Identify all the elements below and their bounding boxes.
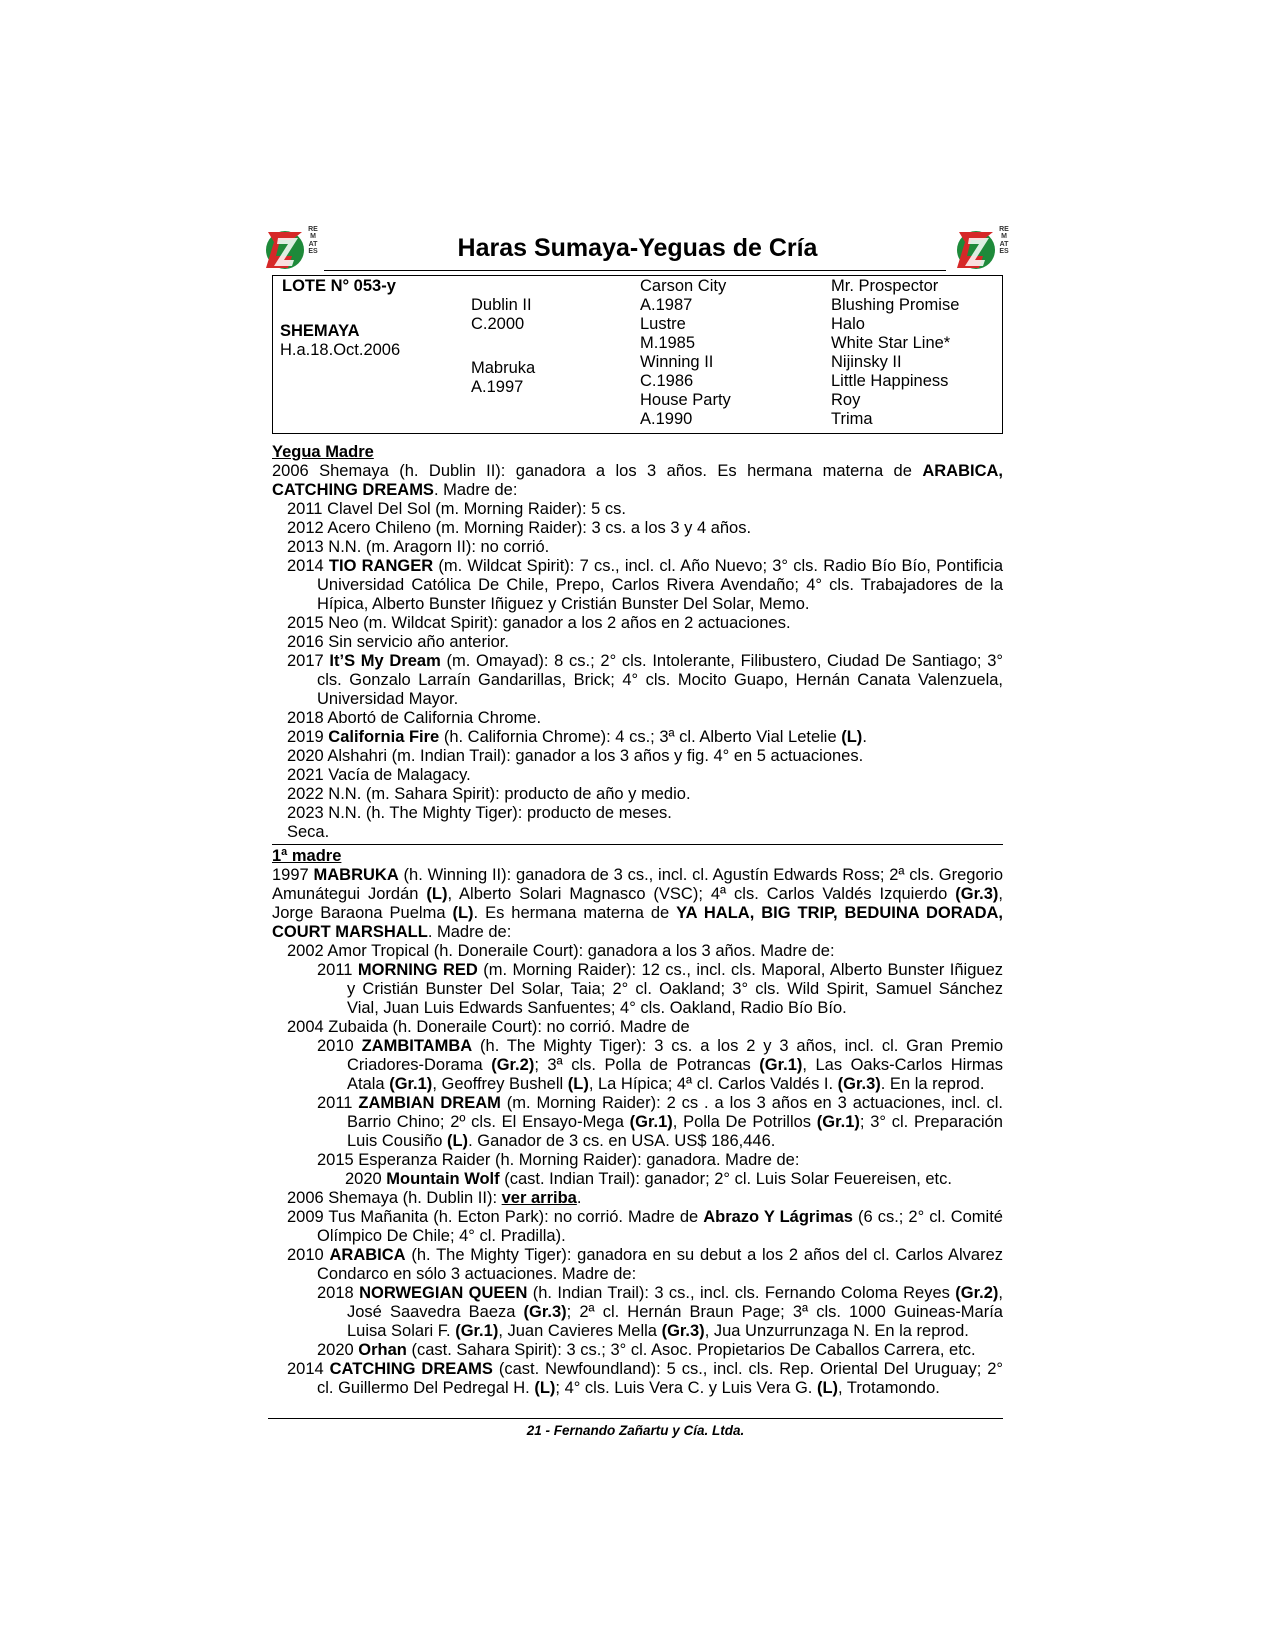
ped-gen2: A.1990	[640, 410, 693, 428]
ped-gen2: C.1986	[640, 372, 694, 390]
footer-divider	[268, 1418, 1003, 1419]
produce-entry: 2011 Clavel Del Sol (m. Morning Raider): 5 cs.	[287, 500, 626, 518]
produce-entry: 2017 It’S My Dream (m. Omayad): 8 cs.; 2° cls. Intolerante, Filibustero, Ciudad De Santiago; 3° cls. Gonzalo Larraín Gandarillas, Brick; 4° cls. Mocito Guapo, Hernán Canata Valenzuela, Universidad Mayor.	[287, 652, 1003, 708]
produce-entry: 2019 California Fire (h. California Chrome): 4 cs.; 3ª cl. Alberto Vial Letelie (L).	[287, 728, 867, 746]
produce-entry: 2018 NORWEGIAN QUEEN (h. Indian Trail): 3 cs., incl. cls. Fernando Coloma Reyes (Gr.2), José Saavedra Baeza (Gr.3); 2ª cl. Hernán Braun Page; 3ª cls. 1000 Guineas-María Luisa Solari F. (Gr.1), Juan Cavieres Mella (Gr.3), Jua Unzurrunzaga N. En la reprod.	[317, 1284, 1003, 1340]
produce-entry: 2015 Neo (m. Wildcat Spirit): ganador a los 2 años en 2 actuaciones.	[287, 614, 791, 632]
logo-label: REMATES	[999, 226, 1009, 256]
produce-entry: 2010 ZAMBITAMBA (h. The Mighty Tiger): 3 cs. a los 2 y 3 años, incl. cl. Gran Premio Criadores-Dorama (Gr.2); 3ª cls. Polla de Potrancas (Gr.1), Las Oaks-Carlos Hirmas Atala (Gr.1), Geoffrey Bushell (L), La Hípica; 4ª cl. Carlos Valdés I. (Gr.3). En la reprod.	[317, 1037, 1004, 1093]
ped-gen3: Mr. Prospector	[831, 277, 939, 295]
produce-entry: 2021 Vacía de Malagacy.	[287, 766, 471, 784]
ped-gen3: Nijinsky II	[831, 353, 902, 371]
produce-entry: 2016 Sin servicio año anterior.	[287, 633, 509, 651]
ped-gen2: M.1985	[640, 334, 696, 352]
ped-gen2: House Party	[640, 391, 731, 409]
section-divider	[272, 844, 1003, 845]
logo-label: REMATES	[308, 226, 318, 256]
section-heading-yegua-madre: Yegua Madre	[272, 443, 374, 461]
produce-entry: 2011 ZAMBIAN DREAM (m. Morning Raider): 2 cs . a los 3 años en 3 actuaciones, incl. cl. Barrio Chino; 2º cls. El Ensayo-Mega (Gr.1), Polla De Potrillos (Gr.1); 3° cl. Preparación Luis Cousiño (L). Ganador de 3 cs. en USA. US$ 186,446.	[317, 1094, 1003, 1150]
lote-number: LOTE N° 053-y	[282, 277, 396, 295]
entry-paragraph: 1997 MABRUKA (h. Winning II): ganadora de 3 cs., incl. cl. Agustín Edwards Ross; 2ª cls. Gregorio Amunátegui Jordán (L), Alberto Solari Magnasco (VSC); 4ª cls. Carlos Valdés Izquierdo (Gr.3), Jorge Baraona Puelma (L). Es hermana materna de YA HALA, BIG TRIP, BEDUINA DORADA, COURT MARSHALL. Madre de:	[272, 866, 1004, 941]
sire-info: C.2000	[471, 315, 525, 333]
ped-gen3: Halo	[831, 315, 865, 333]
dam-info: A.1997	[471, 378, 524, 396]
remates-logo-left	[262, 226, 322, 274]
ped-gen2: Carson City	[640, 277, 727, 295]
produce-entry: 2006 Shemaya (h. Dublin II): ver arriba.	[287, 1189, 582, 1207]
ped-gen3: Blushing Promise	[831, 296, 960, 314]
produce-entry: 2020 Alshahri (m. Indian Trail): ganador a los 3 años y fig. 4° en 5 actuaciones.	[287, 747, 864, 765]
remates-logo-right	[953, 226, 1013, 274]
produce-entry: 2004 Zubaida (h. Doneraile Court): no corrió. Madre de	[287, 1018, 690, 1036]
ped-gen3: Little Happiness	[831, 372, 949, 390]
produce-entry: 2022 N.N. (m. Sahara Spirit): producto de año y medio.	[287, 785, 691, 803]
produce-entry: 2020 Mountain Wolf (cast. Indian Trail): ganador; 2° cl. Luis Solar Feuereisen, etc.	[345, 1170, 952, 1188]
sire-name: Dublin II	[471, 296, 532, 314]
title-underline	[324, 270, 946, 271]
produce-entry: 2013 N.N. (m. Aragorn II): no corrió.	[287, 538, 550, 556]
section-heading-primera-madre: 1ª madre	[272, 847, 342, 865]
produce-record	[272, 443, 1003, 1398]
produce-entry: 2010 ARABICA (h. The Mighty Tiger): ganadora en su debut a los 2 años del cl. Carlos Alvarez Condarco en sólo 3 actuaciones. Madre de:	[287, 1246, 1003, 1283]
ped-gen2: Winning II	[640, 353, 714, 371]
produce-entry: Seca.	[287, 823, 330, 841]
produce-entry: 2015 Esperanza Raider (h. Morning Raider): ganadora. Madre de:	[317, 1151, 800, 1169]
ped-gen2: Lustre	[640, 315, 686, 333]
ped-gen3: Trima	[831, 410, 873, 428]
produce-entry: 2009 Tus Mañanita (h. Ecton Park): no corrió. Madre de Abrazo Y Lágrimas (6 cs.; 2° cl. Comité Olímpico De Chile; 4° cl. Pradilla).	[287, 1208, 1003, 1245]
ped-gen2: A.1987	[640, 296, 693, 314]
produce-entry: 2014 TIO RANGER (m. Wildcat Spirit): 7 cs., incl. cl. Año Nuevo; 3° cls. Radio Bío Bío, Pontificia Universidad Católica De Chile, Prepo, Carlos Rivera Avendaño; 4° cls. Trabajadores de la Hípica, Alberto Bunster Iñiguez y Cristián Bunster Del Solar, Memo.	[287, 557, 1003, 613]
produce-entry: 2014 CATCHING DREAMS (cast. Newfoundland): 5 cs., incl. cls. Rep. Oriental Del Uruguay; 2° cl. Guillermo Del Pedregal H. (L); 4° cls. Luis Vera C. y Luis Vera G. (L), Trotamondo.	[287, 1360, 1003, 1397]
ped-gen3: White Star Line*	[831, 334, 951, 352]
horse-birth: H.a.18.Oct.2006	[280, 341, 401, 359]
produce-entry: 2011 MORNING RED (m. Morning Raider): 12 cs., incl. cls. Maporal, Alberto Bunster Iñiguez y Cristián Bunster Del Solar, Taia; 2° cl. Oakland; 3° cls. Wild Spirit, Samuel Sánchez Vial, Juan Luis Edwards Sanfuentes; 4° cls. Oakland, Radio Bío Bío.	[317, 961, 1003, 1017]
pedigree-table	[272, 275, 1003, 434]
produce-entry: 2002 Amor Tropical (h. Doneraile Court): ganadora a los 3 años. Madre de:	[287, 942, 835, 960]
page-footer: 21 - Fernando Zañartu y Cía. Ltda.	[526, 1423, 745, 1438]
produce-entry: 2012 Acero Chileno (m. Morning Raider): 3 cs. a los 3 y 4 años.	[287, 519, 752, 537]
produce-entry: 2023 N.N. (h. The Mighty Tiger): producto de meses.	[287, 804, 672, 822]
horse-name: SHEMAYA	[280, 322, 360, 340]
dam-name: Mabruka	[471, 359, 536, 377]
entry-paragraph: 2006 Shemaya (h. Dublin II): ganadora a los 3 años. Es hermana materna de ARABICA, CATCHING DREAMS. Madre de:	[272, 462, 1003, 499]
page-title: Haras Sumaya-Yeguas de Cría	[457, 234, 818, 262]
produce-entry: 2018 Abortó de California Chrome.	[287, 709, 542, 727]
ped-gen3: Roy	[831, 391, 861, 409]
produce-entry: 2020 Orhan (cast. Sahara Spirit): 3 cs.; 3° cl. Asoc. Propietarios De Caballos Carrera, etc.	[317, 1341, 976, 1359]
